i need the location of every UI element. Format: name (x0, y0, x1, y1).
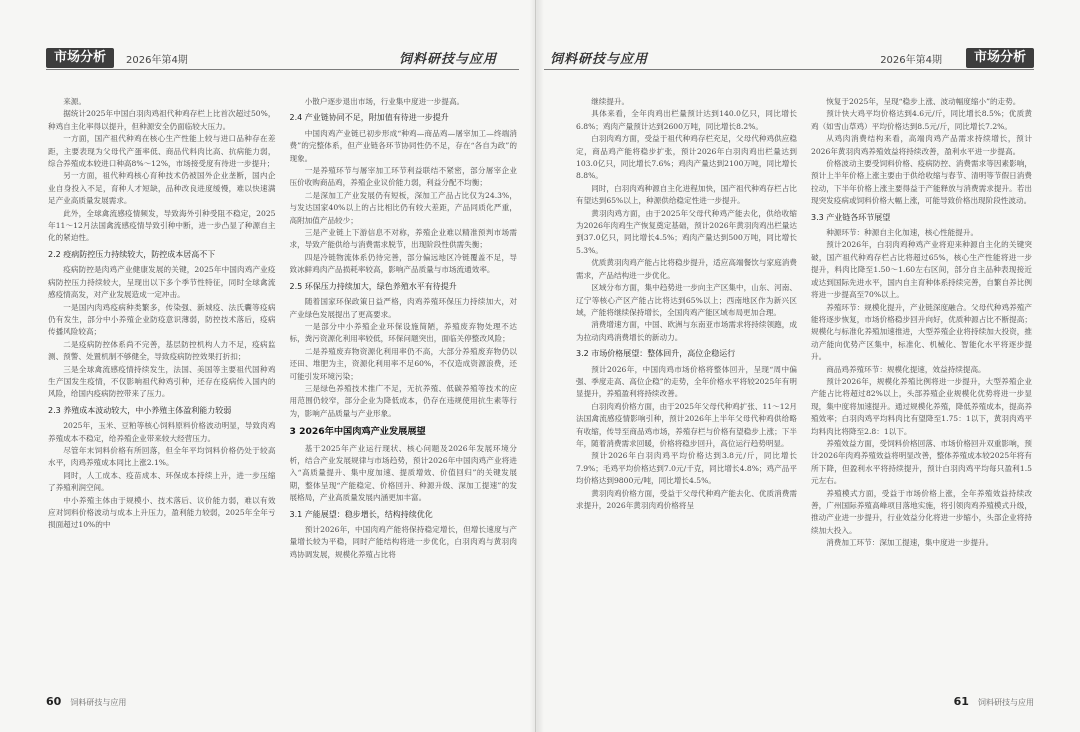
left-footer-publication: 饲料研技与应用 (70, 698, 127, 707)
subsection-heading: 3.1 产能展望：稳步增长，结构持续优化 (289, 509, 433, 519)
right-page (536, 0, 1080, 732)
paragraph: 商品鸡养殖环节：规模化提速，效益持续提高。 (826, 364, 986, 374)
left-header-rule (46, 69, 519, 70)
paragraph: 从鸡肉消费结构来看，高端肉鸡产品需求持续增长，预计2026年黄羽肉鸡养殖效益将持续改善，盈利水平进一步提高。 (811, 134, 1032, 156)
right-column-2 (811, 96, 1032, 682)
left-column-2 (290, 96, 518, 682)
paragraph: 二是疫病防控体系尚不完善，基层防控机构人力不足，疫病监测、预警、处置机制不够健全，导致疫病防控效果打折扣； (48, 339, 276, 362)
paragraph: 预计2026年，白羽肉鸡种鸡产业将迎来种源自主化的关键突破，国产祖代种鸡存栏占比将超过65%，核心生产性能将进一步提升，料肉比降至1.50～1.60左右区间，部分自主品种表现接近或达到国际先进水平，国内自主育种体系持续完善，自繁自养比例将进一步提高至70%以上。 (811, 240, 1032, 300)
paragraph: 预计2026年，规模化养殖比例将进一步提升，大型养殖企业产能占比将超过82%以上，头部养殖企业规模化优势将进一步显现，集中度将加速提升。通过规模化养殖，降低养殖成本，提高养殖效率；白羽肉鸡平均料肉比有望降至1.75：1以下，黄羽肉鸡平均料肉比将降至2.8：1以下。 (811, 376, 1032, 436)
paragraph: 来源。 (63, 97, 86, 106)
paragraph: 二是深加工产业发展仍有短板，深加工产品占比仅为24.3%，与发达国家40%以上的占比相比仍有较大差距，产品同质化严重，高附加值产品较少； (289, 190, 517, 225)
paragraph: 小散户逐步退出市场，行业集中度进一步提高。 (304, 97, 465, 106)
right-header-rule (544, 69, 1034, 70)
paragraph: 预计2026年，中国肉鸡产能将保持稳定增长，但增长速度与产量增长较为平稳，同时产能结构将进一步优化，白羽肉鸡与黄羽肉鸡协调发展，规模化养殖占比将 (289, 525, 517, 559)
paragraph: 尽管年末饲料价格有所回落，但全年平均饲料价格仍处于较高水平，肉鸡养殖成本同比上涨2.1%。 (48, 445, 276, 468)
paragraph: 消费加工环节：深加工提速，集中度进一步提升。 (826, 538, 994, 548)
right-footer (954, 690, 1034, 706)
paragraph: 黄羽肉鸡价格方面，受益于父母代种鸡产能去化、优质消费需求提升，2026年黄羽肉鸡价格将呈 (576, 488, 797, 510)
paragraph: 预计2026年，中国肉鸡市场价格将整体回升，呈现“周中偏强、季度走高、高位企稳”的走势，全年价格水平将较2025年有明显提升，养殖盈利将持续改善。 (576, 364, 797, 399)
left-page (0, 0, 536, 732)
paragraph: 养殖模式方面，受益于市场价格上涨，全年养殖效益持续改善，广州国际养殖高峰项目落地实施，将引领肉鸡养殖模式升级，推动产业进一步提升，行业效益分化将进一步缩小，头部企业将持续加大投入。 (811, 488, 1032, 535)
paragraph: 区域分布方面，集中趋势进一步向主产区集中，山东、河南、辽宁等核心产区产能占比将达到65%以上；西南地区作为新兴区域，产能将继续保持增长，全国肉鸡产能区域布局更加合理。 (576, 283, 797, 317)
paragraph: 一是部分中小养殖企业环保设施简陋，养殖废弃物处理不达标，粪污资源化利用率较低，环保问题突出，面临关停整改风险； (289, 321, 517, 344)
paragraph: 中国肉鸡产业链已初步形成“种鸡—商品鸡—屠宰加工—终端消费”的完整体系，但产业链各环节协同性仍不足，存在“各自为政”的现象。 (289, 128, 517, 163)
left-text-columns (48, 96, 517, 682)
paragraph: 消费增速方面，中国、欧洲与东南亚市场需求将持续领跑，成为拉动肉鸡消费增长的新动力。 (576, 320, 797, 342)
right-column-1 (576, 96, 797, 682)
paragraph: 黄羽肉鸡方面，由于2025年父母代种鸡产能去化，供给收缩为2026年肉鸡生产恢复奠定基础，预计2026年黄羽肉鸡出栏量达到37.0亿只，同比增长4.5%；鸡肉产量达到500万吨，同比增长5.3%。 (576, 208, 797, 255)
paragraph: 养殖效益方面，受饲料价格回落、市场价格回升双重影响，预计2026年肉鸡养殖效益将明显改善，整体养殖成本较2025年将有所下降，但盈利水平将持续提升，预计白羽肉鸡平均每只盈利1.5元左右。 (811, 438, 1032, 486)
paragraph: 白羽肉鸡价格方面，由于2025年父母代种鸡扩张、11～12月法国禽流感疫情影响引种，预计2026年上半年父母代种鸡供给略有收缩，传导至商品鸡市场，养殖存栏与价格有望稳步上涨；下半年，随着消费需求回暖，价格将稳步回升，高位运行趋势明显。 (576, 401, 797, 448)
paragraph: 此外，全球禽流感疫情频发，导致海外引种受阻不稳定，2025年11～12月法国禽流感疫情导致引种中断，进一步凸显了种源自主化的紧迫性。 (48, 208, 276, 243)
paragraph: 一方面，国产祖代种鸡在核心生产性能上较与进口品种存在差距，主要表现为父母代产蛋率低、商品代料肉比高、抗病能力弱，综合养殖成本较进口种高8%～12%，市场接受度有待进一步提升； (48, 134, 276, 169)
subsection-heading: 3.2 市场价格展望：整体回升，高位企稳运行 (576, 349, 736, 359)
paragraph: 一是国内肉鸡疫病种类繁多，传染强、新城疫、法氏囊等疫病仍有发生，部分中小养殖企业防疫意识薄弱，防控技术落后，疫病传播风险较高； (48, 302, 276, 337)
right-issue-label: 2026年第4期 (880, 55, 942, 66)
paragraph: 三是产业链上下游信息不对称，养殖企业难以精准预判市场需求，导致产能供给与消费需求脱节，出现阶段性供需失衡； (289, 228, 517, 250)
paragraph: 种源环节：种源自主化加速，核心性能提升。 (826, 228, 979, 238)
section-heading: 3 2026年中国肉鸡产业发展展望 (289, 426, 426, 438)
left-header (46, 44, 519, 70)
paragraph: 预计2026年白羽肉鸡平均价格达到3.8元/斤，同比增长7.9%；毛鸡平均价格达到7.0元/千克，同比增长4.8%；鸡产品平均价格达到9800元/吨，同比增长4.5%。 (576, 451, 797, 486)
paragraph: 中小养殖主体由于规模小、技术落后、议价能力弱，难以有效应对饲料价格波动与成本上升压力，盈利能力较弱，2025年全年亏损面超过10%的中 (48, 495, 276, 530)
paragraph: 另一方面，祖代种鸡核心育种技术仍被国外企业垄断，国内企业自身投入不足，育种人才短缺，品种改良进度缓慢，难以快速满足产业高质量发展需求。 (48, 171, 276, 206)
paragraph: 基于2025年产业运行现状、核心问题及2026年发展环境分析，结合产业发展规律与市场趋势，预计2026年中国肉鸡产业将进入“高质量提升、集中度加速、提质增效、价值回归”的关键发展期，整体呈现“产能稳定、价格回升、种源升级、深加工提速”的发展格局，产业高质量发展内涵更加丰富。 (289, 443, 517, 503)
paragraph: 继续提升。 (591, 97, 630, 106)
subsection-heading: 3.3 产业链各环节展望 (811, 212, 891, 222)
paragraph: 2025年，玉米、豆粕等核心饲料原料价格波动明显，导致肉鸡养殖成本不稳定，给养殖企业带来较大经营压力。 (48, 421, 276, 443)
subsection-heading: 2.4 产业链协同不足，附加值有待进一步提升 (289, 113, 449, 123)
left-page-number: 60 (46, 695, 62, 708)
paragraph: 三是绿色养殖技术推广不足，无抗养殖、低碳养殖等技术的应用范围仍较窄，部分企业为降低成本，仍存在违规使用抗生素等行为，影响产品质量与产业形象。 (289, 383, 517, 418)
right-journal-brand: 饲料研技与应用 (550, 52, 649, 67)
left-column-1 (48, 96, 276, 682)
paragraph: 四是冷链物流体系仍待完善，部分偏远地区冷链覆盖不足，导致冰鲜鸡肉产品损耗率较高，影响产品质量与市场流通效率。 (289, 252, 517, 275)
paragraph: 白羽肉鸡方面，受益于祖代种鸡存栏充足，父母代种鸡供应稳定，商品鸡产能将稳步扩张，预计2026年白羽肉鸡出栏量达到103.0亿只，同比增长7.6%；鸡肉产量达到2100万吨，同比增长8.8%。 (576, 134, 797, 181)
right-footer-publication: 饲料研技与应用 (978, 698, 1034, 707)
paragraph: 预计快大鸡平均价格达到4.6元/斤，同比增长8.5%；优质黄鸡（如雪山草鸡）平均价格达到8.5元/斤，同比增长7.2%。 (811, 109, 1032, 131)
paragraph: 价格波动主要受饲料价格、疫病防控、消费需求等因素影响，预计上半年价格上涨主要由于供给收缩与春节、清明等节假日消费拉动，下半年价格上涨主要得益于产能释放与消费需求提升。若出现突发疫病或饲料价格大幅上涨，可能导致价格出现阶段性波动。 (811, 159, 1032, 206)
paragraph: 二是养殖废弃物资源化利用率仍不高，大部分养殖废弃物仍以还田、堆肥为主，资源化利用率不足60%，不仅造成资源浪费，还可能引发环境污染； (289, 346, 517, 381)
paragraph: 具体来看，全年肉鸡出栏量预计达到140.0亿只，同比增长6.8%；鸡肉产量预计达到2600万吨，同比增长8.2%。 (576, 109, 797, 131)
paragraph: 恢复于2025年，呈现“稳步上涨、波动幅度缩小”的走势。 (826, 97, 1021, 106)
left-footer (46, 690, 126, 706)
left-section-badge: 市场分析 (46, 48, 114, 68)
paragraph: 一是养殖环节与屠宰加工环节利益联结不紧密，部分屠宰企业压价收购商品鸡，养殖企业议价能力弱，利益分配不均衡； (289, 166, 517, 188)
paragraph: 据统计2025年中国白羽肉鸡祖代种鸡存栏上比首次超过50%，种鸡自主化率得以提升，但种源安全仍面临较大压力。 (48, 109, 276, 131)
paragraph: 疫病防控是肉鸡产业健康发展的关键，2025年中国肉鸡产业疫病防控压力持续较大，呈现出以下多个季节性特征，同时全球禽流感疫情高发，对产业发展造成一定冲击。 (48, 265, 276, 300)
right-section-badge: 市场分析 (966, 48, 1034, 68)
subsection-heading: 2.2 疫病防控压力持续较大，防控成本居高不下 (48, 249, 216, 259)
subsection-heading: 2.3 养殖成本波动较大，中小养殖主体盈利能力较弱 (48, 405, 232, 415)
paragraph: 同时，人工成本、疫苗成本、环保成本持续上升，进一步压缩了养殖利润空间。 (48, 470, 276, 493)
left-issue-label: 2026年第4期 (126, 55, 188, 66)
right-page-number: 61 (953, 695, 969, 708)
paragraph: 同时，白羽肉鸡种源自主化进程加快，国产祖代种鸡存栏占比有望达到65%以上，种源供给稳定性进一步提升。 (576, 183, 797, 206)
paragraph: 优质黄羽肉鸡产能占比将稳步提升，适应高端餐饮与家庭消费需求，产品结构进一步优化。 (576, 258, 797, 280)
paragraph: 养殖环节：规模化提升，产业链深度融合。父母代种鸡养殖产能将逐步恢复，市场价格稳步回升向好，优质种源占比不断提高；规模化与标准化养殖加速推进，大型养殖企业将持续加大投资，推动产能向优势产区集中，标准化、机械化、智能化水平将逐步提升。 (811, 302, 1032, 362)
paragraph: 随着国家环保政策日益严格，肉鸡养殖环保压力持续加大，对产业绿色发展提出了更高要求。 (289, 297, 517, 319)
subsection-heading: 2.5 环保压力持续加大，绿色养殖水平有待提升 (289, 281, 457, 291)
paragraph: 三是全球禽流感疫情持续发生，法国、美国等主要祖代国种鸡生产国发生疫情，不仅影响祖代种鸡引种，还存在疫病传入国内的风险，给国内疫病防控带来了压力。 (48, 364, 276, 399)
left-journal-brand: 饲料研技与应用 (398, 52, 497, 67)
right-header (544, 44, 1034, 70)
right-text-columns (576, 96, 1032, 682)
